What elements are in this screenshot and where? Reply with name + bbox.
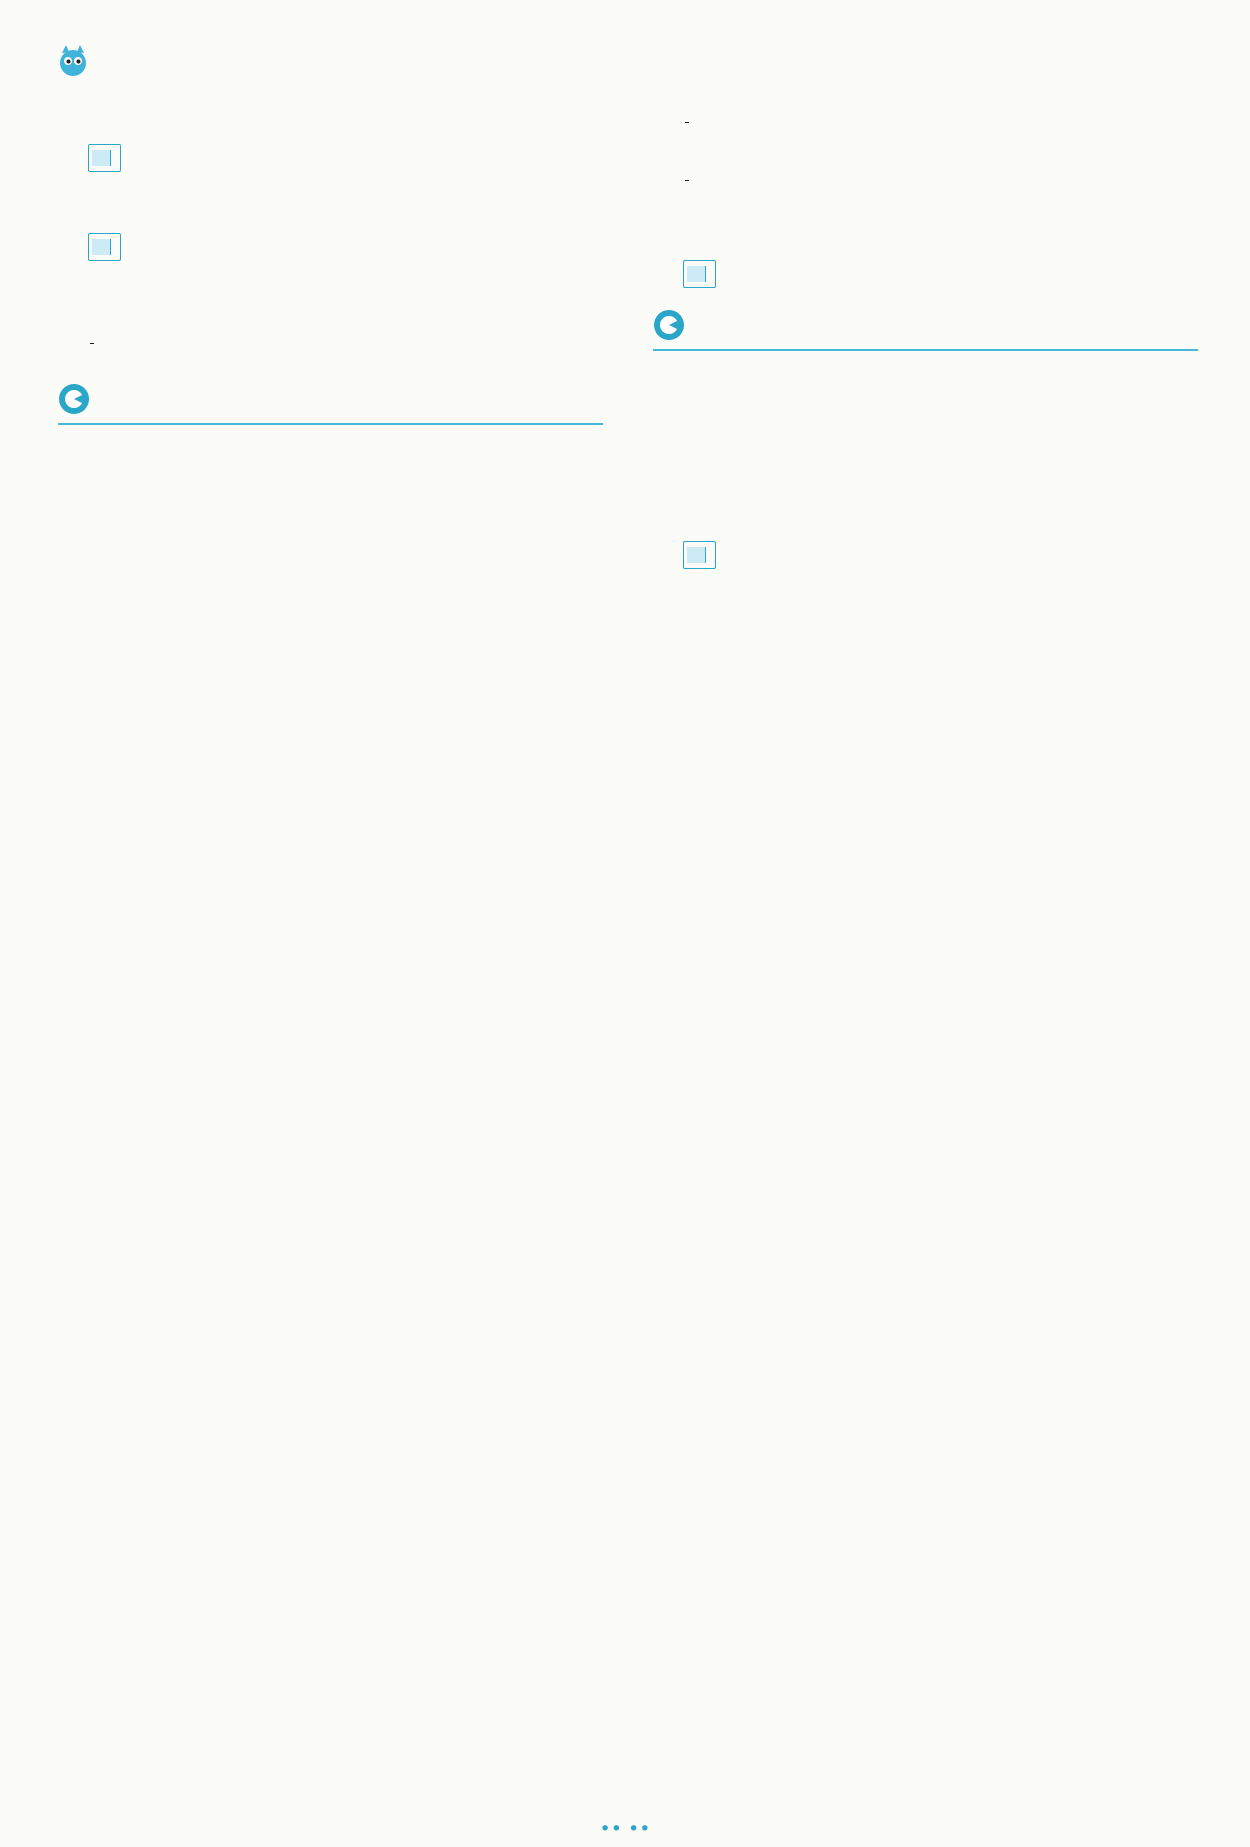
tutor-tag xyxy=(683,260,716,288)
lesson-2-heading xyxy=(58,375,603,425)
tag-square-icon xyxy=(92,239,111,255)
tutor-tag xyxy=(683,541,716,569)
tag-square-icon xyxy=(687,547,706,563)
fraction-1-over-30-b xyxy=(685,178,689,183)
l3q3-line xyxy=(653,489,1208,534)
lesson-badge-icon xyxy=(653,309,685,341)
r-q2-line-4 xyxy=(653,150,1208,208)
tutor-tag xyxy=(88,233,121,261)
lesson-badge-icon xyxy=(58,383,90,415)
l2q1-line xyxy=(58,429,613,474)
q5-line-2 xyxy=(58,315,613,371)
q3-note-line xyxy=(58,137,613,182)
page-header xyxy=(58,38,120,82)
tag-square-icon xyxy=(687,266,706,282)
r-q3-note-line xyxy=(653,253,1208,298)
fraction-y-over-x xyxy=(90,341,94,346)
left-column xyxy=(58,92,613,713)
q3-line xyxy=(58,92,613,137)
l3q3-line xyxy=(653,444,1208,489)
fraction-1-over-30 xyxy=(685,120,689,125)
right-column xyxy=(653,92,1208,578)
q4-line xyxy=(58,181,613,226)
tag-square-icon xyxy=(92,150,111,166)
lesson-3-heading xyxy=(653,301,1198,351)
tutor-tag xyxy=(88,144,121,172)
r-q3-line xyxy=(653,208,1208,253)
mascot-icon xyxy=(58,43,88,77)
l3q1-line xyxy=(653,355,1208,400)
chart-svg xyxy=(58,473,613,713)
q4-note-line xyxy=(58,226,613,271)
r-q2-line-1 xyxy=(653,92,1208,150)
l3q3-note-line xyxy=(653,533,1208,578)
distance-time-chart xyxy=(58,473,613,713)
q5-line-1 xyxy=(58,270,613,315)
page-number: •• •• xyxy=(599,1818,651,1840)
r-l3q2-line xyxy=(653,400,1208,445)
